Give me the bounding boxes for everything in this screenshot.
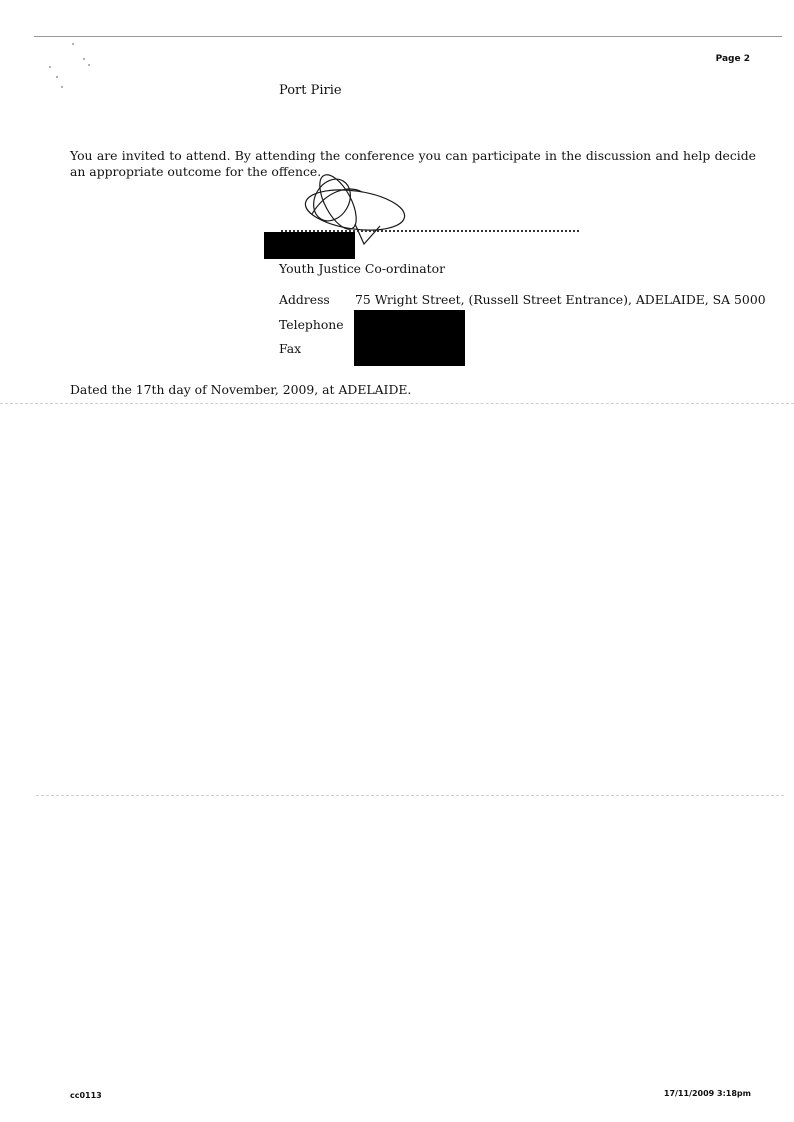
telephone-label: Telephone <box>279 317 344 332</box>
fax-timestamp: 17/11/2009 3:18pm <box>663 1089 751 1098</box>
redacted-contact-numbers <box>354 310 465 366</box>
scan-speck <box>49 66 51 68</box>
invitation-paragraph: You are invited to attend. By attending the conference you can participate in the discussion and help decide an appropriate outcome for the offence. <box>70 148 756 179</box>
redacted-name <box>264 232 355 259</box>
coordinator-title: Youth Justice Co-ordinator <box>279 261 446 276</box>
fax-label: Fax <box>279 341 302 356</box>
address-value: 75 Wright Street, (Russell Street Entrance), ADELAIDE, SA 5000 <box>355 292 766 307</box>
document-code: cc0113 <box>70 1091 102 1100</box>
scan-speck <box>83 58 85 60</box>
scan-artifact-line <box>36 795 784 797</box>
page-number: Page 2 <box>715 54 750 64</box>
scan-edge-line <box>34 36 782 37</box>
scan-speck <box>56 76 58 78</box>
scan-artifact-line <box>0 403 794 405</box>
location-heading: Port Pirie <box>279 83 342 98</box>
scan-speck <box>72 43 74 45</box>
scan-speck <box>88 64 90 66</box>
address-label: Address <box>279 292 330 307</box>
date-statement: Dated the 17th day of November, 2009, at ADELAIDE. <box>70 382 412 397</box>
scan-speck <box>61 86 63 88</box>
